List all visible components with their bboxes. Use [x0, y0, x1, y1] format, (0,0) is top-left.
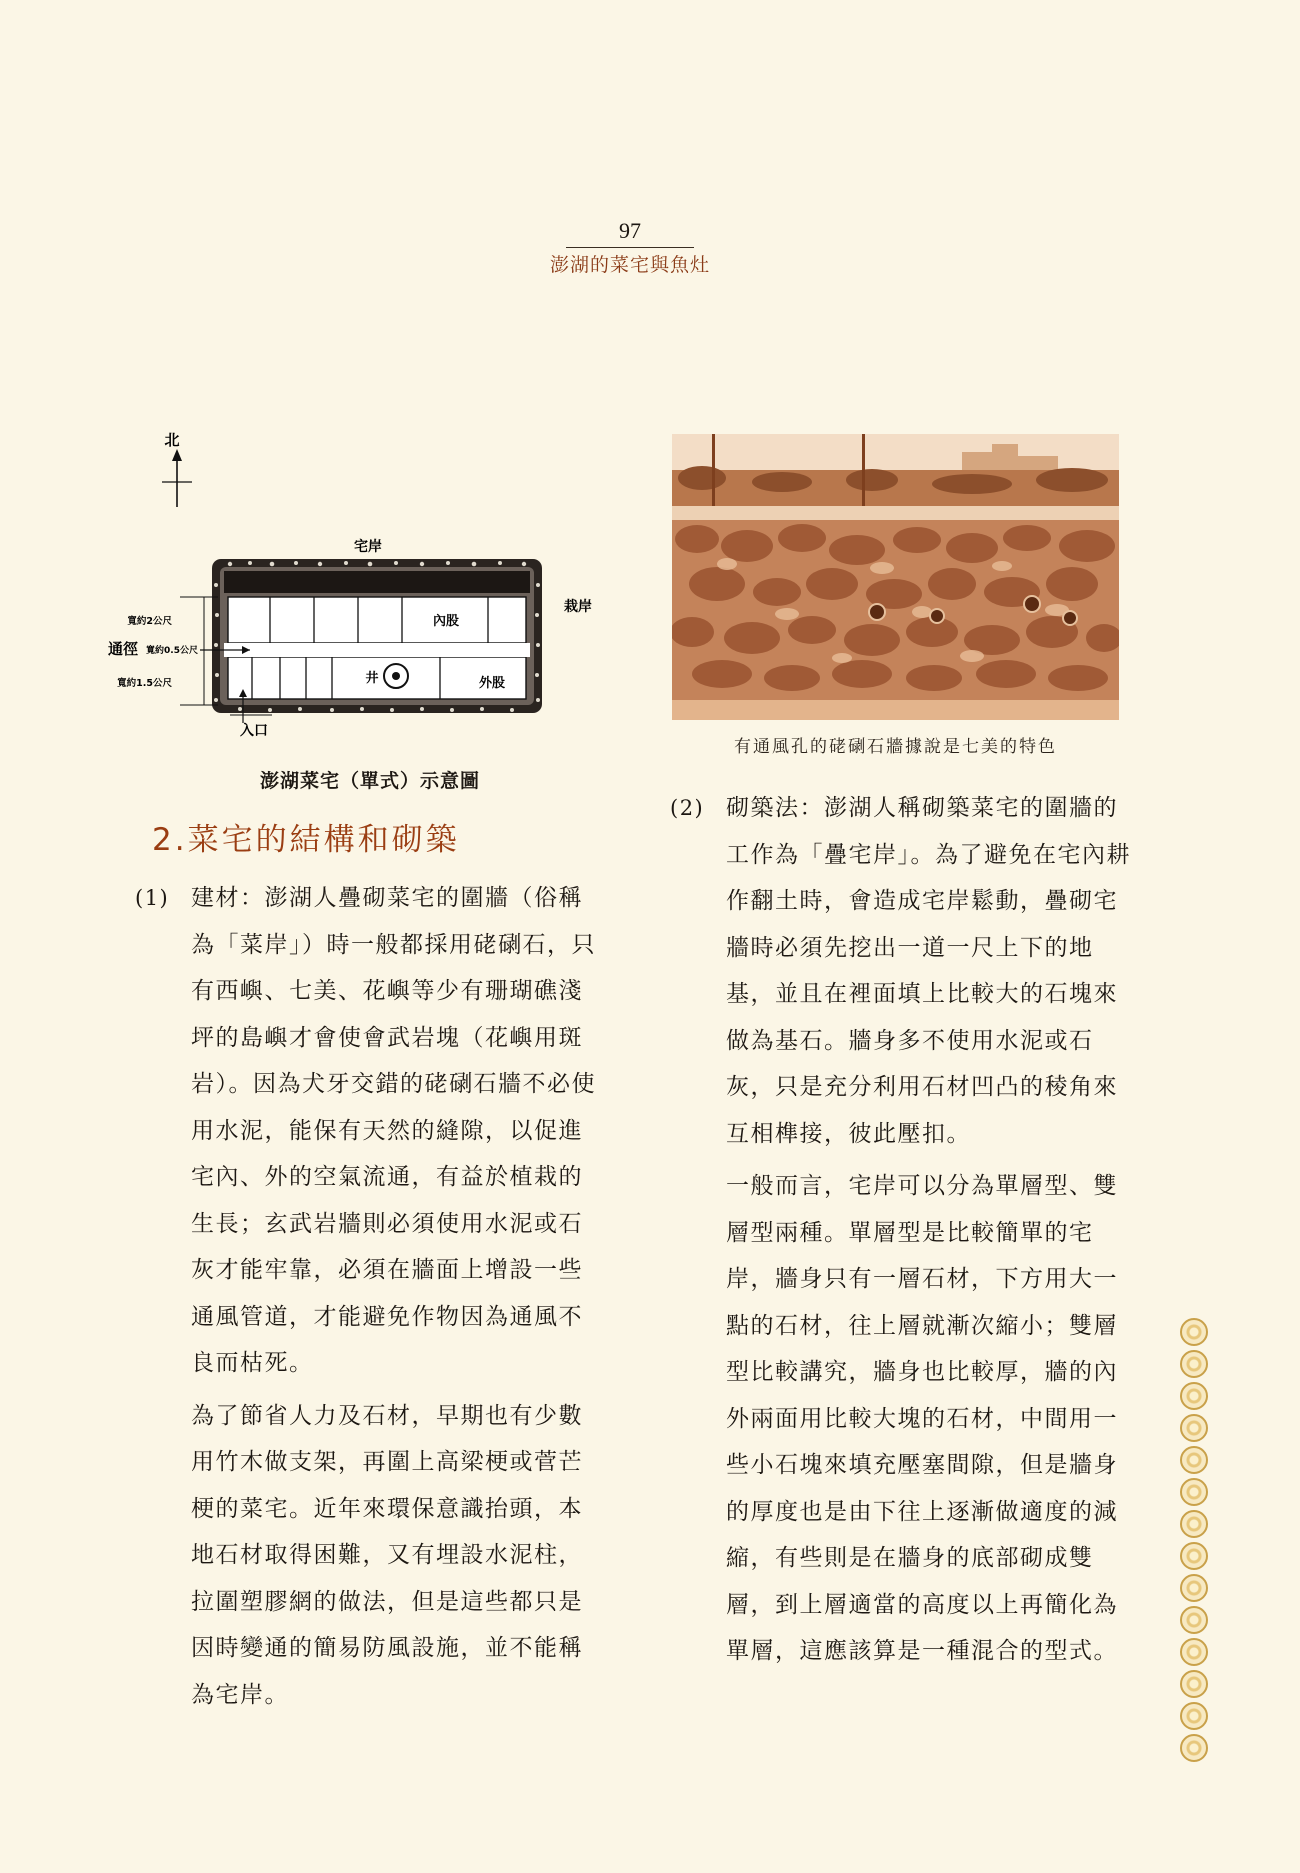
ornament-circle-icon	[1180, 1382, 1208, 1410]
plot-diagram	[100, 425, 620, 745]
margin-ornaments	[1180, 1318, 1208, 1766]
para-number: (2)	[670, 796, 705, 820]
outer-plot-label: 外股	[478, 676, 506, 691]
ornament-circle-icon	[1180, 1318, 1208, 1346]
right-paragraph-1-text: 砌築法：澎湖人稱砌築菜宅的圍牆的工作為「疊宅岸」。為了避免在宅內耕作翻土時，會造成宅岸鬆動，疊砌宅牆時必須先挖出一道一尺上下的地基，並且在裡面填上比較大的石塊來做為基石。牆身多不使用水泥或石灰，只是充分利用石材凹凸的稜角來互相榫接，彼此壓扣。	[726, 795, 1131, 1147]
inner-plot-label: 內股	[432, 614, 460, 629]
chapter-title: 澎湖的菜宅與魚灶	[549, 254, 710, 276]
north-arrow-icon	[162, 449, 192, 507]
ornament-circle-icon	[1180, 1670, 1208, 1698]
entrance-label: 入口	[240, 723, 268, 739]
right-paragraph-1	[670, 785, 1138, 1157]
ornament-circle-icon	[1180, 1638, 1208, 1666]
page-number: 97	[619, 218, 641, 243]
right-paragraph-2: 一般而言，宅岸可以分為單層型、雙層型兩種。單層型是比較簡單的宅岸，牆身只有一層石材，下方用大一點的石材，往上層就漸次縮小；雙層型比較講究，牆身也比較厚，牆的內外兩面用比較大塊的石材，中間用一些小石塊來填充壓塞間隙，但是牆身的厚度也是由下往上逐漸做適度的減縮，有些則是在牆身的底部砌成雙層，到上層適當的高度以上再簡化為單層，這應該算是一種混合的型式。	[726, 1173, 1118, 1664]
photo-caption: 有通風孔的硓䃗石牆據說是七美的特色	[734, 737, 1057, 757]
top-wall-label: 宅岸	[354, 539, 382, 555]
left-paragraph-1-text: 建材：澎湖人疊砌菜宅的圍牆（俗稱為「菜岸」）時一般都採用硓䃗石，只有西嶼、七美、花嶼等少有珊瑚礁淺坪的島嶼才會使會武岩塊（花嶼用斑岩）。因為犬牙交錯的硓䃗石牆不必使用水泥，能保有天然的縫隙，以促進宅內、外的空氣流通，有益於植栽的生長；玄武岩牆則必須使用水泥或石灰才能牢靠，必須在牆面上增設一些通風管道，才能避免作物因為通風不良而枯死。	[191, 885, 596, 1376]
ornament-circle-icon	[1180, 1734, 1208, 1762]
left-paragraph-2: 為了節省人力及石材，早期也有少數用竹木做支架，再圍上高梁梗或菅芒梗的菜宅。近年來環保意識抬頭，本地石材取得困難，又有埋設水泥柱，拉圍塑膠網的做法，但是這些都只是因時變通的簡易防風設施，並不能稱為宅岸。	[191, 1402, 583, 1708]
para-number: (1)	[135, 886, 170, 910]
ornament-circle-icon	[1180, 1350, 1208, 1378]
well-icon	[384, 664, 408, 688]
page-header	[540, 218, 720, 277]
ornament-circle-icon	[1180, 1606, 1208, 1634]
stone-wall-photo	[672, 434, 1119, 720]
ornament-circle-icon	[1180, 1414, 1208, 1442]
path-label: 通徑	[108, 640, 139, 658]
ornament-circle-icon	[1180, 1478, 1208, 1506]
ornament-circle-icon	[1180, 1446, 1208, 1474]
ornament-circle-icon	[1180, 1510, 1208, 1538]
ornament-circle-icon	[1180, 1542, 1208, 1570]
left-column	[135, 875, 605, 1718]
width-lower-label: 寬約1.5公尺	[117, 678, 172, 689]
diagram-caption: 澎湖菜宅（單式）示意圖	[259, 770, 480, 792]
ornament-circle-icon	[1180, 1574, 1208, 1602]
north-label: 北	[164, 431, 180, 449]
right-column	[670, 785, 1138, 1675]
well-label: 井	[365, 671, 379, 686]
left-paragraph-1	[135, 875, 605, 1387]
width-upper-label: 寬約2公尺	[127, 616, 172, 627]
width-path-label: 寬約0.5公尺	[146, 646, 198, 656]
ornament-circle-icon	[1180, 1702, 1208, 1730]
side-wall-label: 栽岸	[564, 599, 592, 615]
header-rule	[566, 247, 694, 248]
section-heading: 2.菜宅的結構和砌築	[152, 822, 460, 858]
central-path	[224, 643, 530, 657]
